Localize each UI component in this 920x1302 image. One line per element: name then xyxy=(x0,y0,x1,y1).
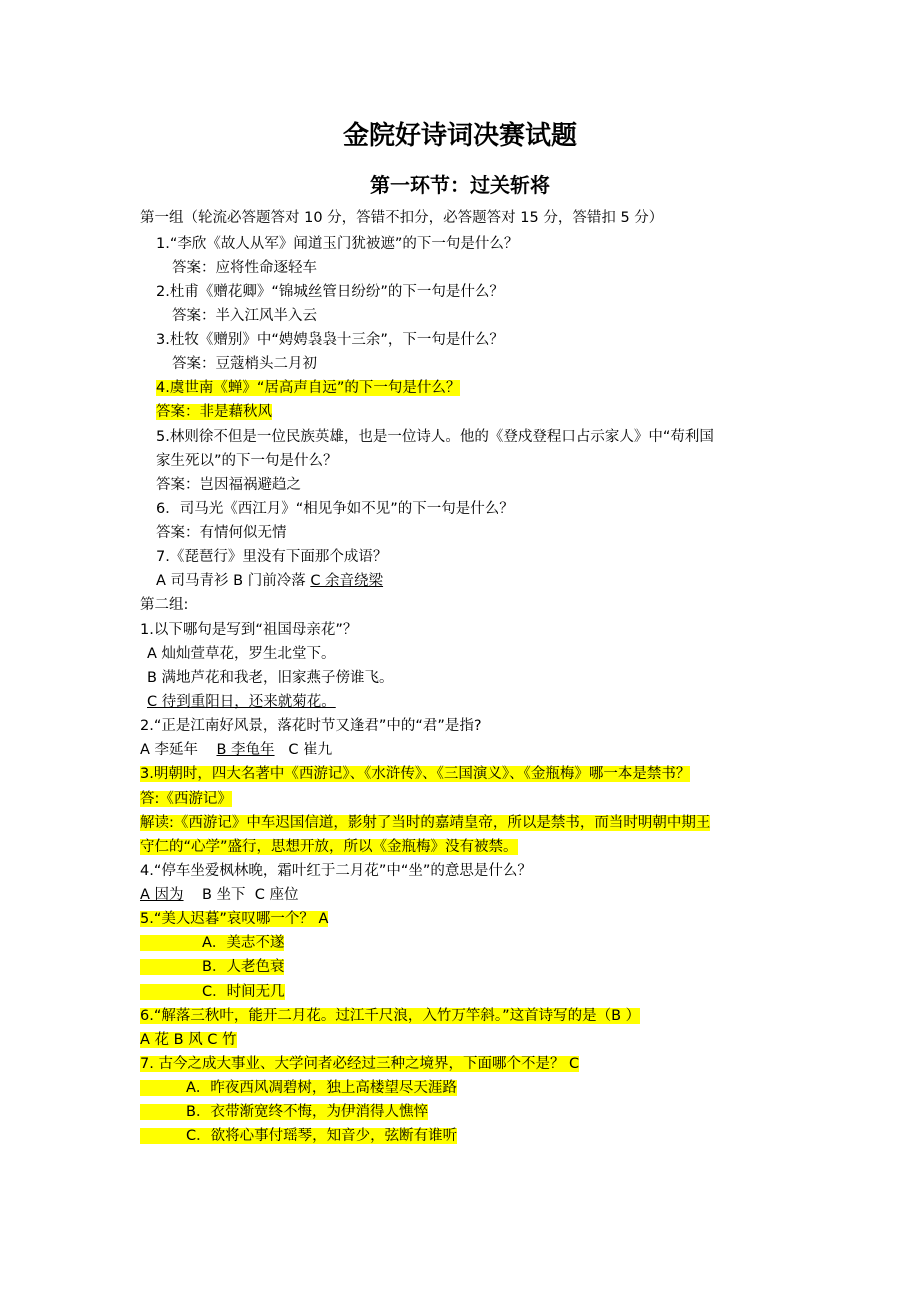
group2-question-6: 6.“解落三秋叶，能开二月花。过江千尺浪，入竹万竿斜。”这首诗写的是（B ） xyxy=(140,1008,641,1024)
group2-header: 第二组: xyxy=(140,597,189,613)
group2-question-5: 5.“美人迟暮”哀叹哪一个？ A xyxy=(140,911,329,927)
group1-question-5-line2: 家生死以”的下一句是什么？ xyxy=(156,453,338,469)
group2-question-1-option-c: C 待到重阳日，还来就菊花。 xyxy=(147,694,336,710)
group2-question-5-option-b: B．人老色衰 xyxy=(140,959,284,975)
group2-question-7-option-a: A．昨夜西风凋碧树，独上高楼望尽天涯路 xyxy=(140,1080,457,1096)
group1-question-5-line1: 5.林则徐不但是一位民族英雄，也是一位诗人。他的《登戍登程口占示家人》中“苟利国 xyxy=(156,429,714,445)
group2-question-2-options xyxy=(140,740,332,760)
group2-question-1-option-a: A 灿灿萱草花，罗生北堂下。 xyxy=(147,646,336,662)
option-a-correct: A 因为 xyxy=(140,887,184,903)
group2-question-1-option-b: B 满地芦花和我老，旧家燕子傍谁飞。 xyxy=(147,670,394,686)
group2-question-4: 4.“停车坐爱枫林晚，霜叶红于二月花”中“坐”的意思是什么？ xyxy=(140,863,532,879)
option-c-correct: C 余音绕梁 xyxy=(310,573,384,589)
group2-question-7-option-c: C．欲将心事付瑶琴，知音少，弦断有谁听 xyxy=(140,1128,457,1144)
group1-question-7-options xyxy=(156,571,383,591)
group1-question-2: 2.杜甫《赠花卿》“锦城丝管日纷纷”的下一句是什么？ xyxy=(156,284,504,300)
group2-question-5-option-c: C．时间无几 xyxy=(140,984,285,1000)
option-a: A 李延年 xyxy=(140,742,199,758)
group1-answer-2: 答案：半入江风半入云 xyxy=(172,308,317,324)
group2-question-7: 7. 古今之成大事业、大学问者必经过三种之境界，下面哪个不是？ C xyxy=(140,1056,580,1072)
option-b: B 坐下 xyxy=(201,887,246,903)
option-c: C 座位 xyxy=(254,887,299,903)
group1-answer-5: 答案：岂因福祸避趋之 xyxy=(156,477,301,493)
group1-answer-3: 答案：豆蔻梢头二月初 xyxy=(172,356,317,372)
group2-question-5-option-a: A．美志不遂 xyxy=(140,935,284,951)
group1-answer-4: 答案：非是藉秋风 xyxy=(156,404,272,420)
group2-question-4-options xyxy=(140,885,298,905)
group1-question-6: 6．司马光《西江月》“相见争如不见”的下一句是什么？ xyxy=(156,501,514,517)
group2-question-2: 2.“正是江南好风景，落花时节又逢君”中的“君”是指? xyxy=(140,718,482,734)
option-a: A 司马青衫 xyxy=(156,573,229,589)
group2-question-7-option-b: B．衣带渐宽终不悔，为伊消得人憔悴 xyxy=(140,1104,428,1120)
option-c: C 崔九 xyxy=(288,742,333,758)
group1-question-4: 4.虞世南《蝉》“居高声自远”的下一句是什么？ xyxy=(156,380,461,396)
group1-question-7: 7.《琵琶行》里没有下面那个成语？ xyxy=(156,549,388,565)
group2-question-3: 3.明朝时，四大名著中《西游记》、《水浒传》、《三国演义》、《金瓶梅》哪一本是禁书？ xyxy=(140,766,691,782)
group2-answer-3: 答:《西游记》 xyxy=(140,791,232,807)
group1-header: 第一组（轮流必答题答对 10 分，答错不扣分，必答题答对 15 分，答错扣 5 分） xyxy=(140,210,664,226)
group1-question-1: 1.“李欣《故人从军》闻道玉门犹被遮”的下一句是什么？ xyxy=(156,236,519,252)
group2-question-1: 1.以下哪句是写到“祖国母亲花”？ xyxy=(140,622,358,638)
group2-explanation-line2: 守仁的“心学”盛行，思想开放，所以《金瓶梅》没有被禁。 xyxy=(140,839,518,855)
section-title: 第一环节：过关斩将 xyxy=(370,173,550,197)
option-b: B 门前冷落 xyxy=(233,573,306,589)
group2-explanation-line1: 解读:《西游记》中车迟国信道，影射了当时的嘉靖皇帝，所以是禁书，而当时明朝中期王 xyxy=(140,815,711,831)
group1-answer-6: 答案：有情何似无情 xyxy=(156,525,287,541)
group1-question-3: 3.杜牧《赠别》中“娉娉袅袅十三余”，下一句是什么？ xyxy=(156,332,504,348)
option-b-correct: B 李龟年 xyxy=(216,742,275,758)
page-title: 金院好诗词决赛试题 xyxy=(342,121,577,151)
group1-answer-1: 答案：应将性命逐轻车 xyxy=(172,260,317,276)
group2-question-6-options: A 花 B 风 C 竹 xyxy=(140,1032,237,1048)
